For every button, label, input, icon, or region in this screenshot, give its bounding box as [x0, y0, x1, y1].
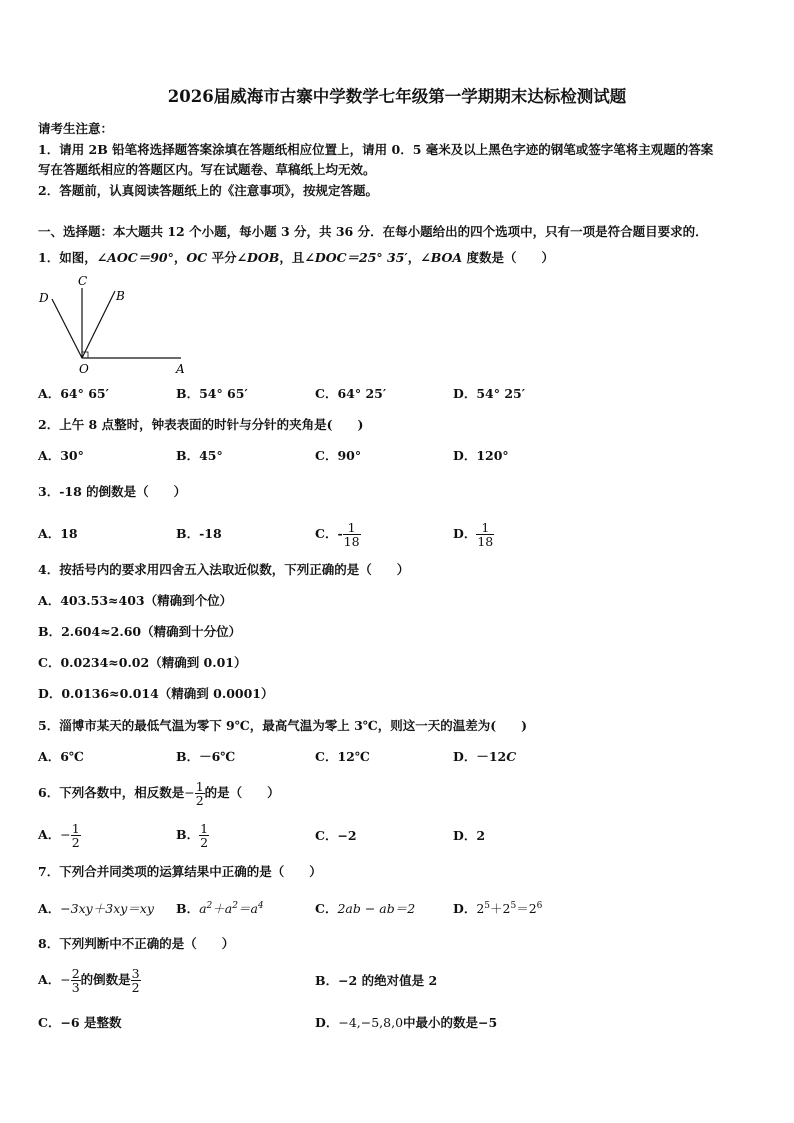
q6-option-d: D．2: [453, 828, 486, 843]
question-8-stem: 8．下列判断中不正确的是（ ）: [38, 936, 235, 951]
q3-option-c: C．- $\frac{1}{18}$: [315, 520, 360, 549]
q5-option-c: C．12℃: [315, 749, 370, 764]
label-b: B: [116, 289, 125, 303]
angle-figure: [36, 272, 196, 377]
page-title: 2026届威海市古寨中学数学七年级第一学期期末达标检测试题: [167, 87, 627, 106]
q3-option-a: A．18: [38, 526, 78, 541]
q8-option-b: B．−2 的绝对值是 2: [315, 973, 438, 988]
question-5-stem: 5．淄博市某天的最低气温为零下 9℃，最高气温为零上 3℃，则这一天的温差为( ): [38, 718, 528, 733]
q5-option-b: B．－6℃: [176, 749, 236, 764]
question-2-stem: 2．上午 8 点整时，钟表表面的时针与分针的夹角是( ): [38, 417, 364, 432]
q4-option-c: C．0.0234≈0.02（精确到 0.01）: [38, 655, 247, 670]
label-c: C: [78, 274, 88, 288]
q7-option-a: A．−3xy＋3xy＝xy: [38, 901, 154, 916]
label-o: O: [79, 362, 89, 376]
q5-option-d: D．－12C: [453, 749, 517, 764]
q6-option-a: A．− $\frac{1}{2}$: [38, 821, 80, 850]
q4-option-b: B．2.604≈2.60（精确到十分位）: [38, 624, 242, 639]
q7-option-b: B．$a^2+a^2=a^4$: [176, 900, 264, 916]
q8-option-a: A．− $\frac{2}{3}$ 的倒数是 $\frac{3}{2}$: [38, 966, 140, 995]
q3-option-d: D． $\frac{1}{18}$: [453, 520, 494, 549]
question-1-stem: 1．如图，∠AOC＝90°，OC 平分∠DOB，且∠DOC＝25° 35′，∠BOA 度数是（ ）: [38, 250, 554, 265]
q1-option-d: D．54° 25′: [453, 386, 526, 401]
q4-option-a: A．403.53≈403（精确到个位）: [38, 593, 233, 608]
q1-option-c: C．64° 25′: [315, 386, 387, 401]
q3-option-b: B．-18: [176, 526, 222, 541]
notice-line-2: 写在答题纸相应的答题区内。写在试题卷、草稿纸上均无效。: [38, 162, 376, 177]
notice-line-1: 1．请用 2B 铅笔将选择题答案涂填在答题纸相应位置上，请用 0．5 毫米及以上黑色字迹的钢笔或签字笔将主观题的答案: [38, 142, 714, 157]
label-d: D: [39, 291, 49, 305]
section-heading: 一、选择题：本大题共 12 个小题，每小题 3 分，共 36 分．在每小题给出的四个选项中，只有一项是符合题目要求的．: [38, 224, 708, 239]
question-7-stem: 7．下列合并同类项的运算结果中正确的是（ ）: [38, 864, 322, 879]
q8-option-d: D．−4,−5,8,0中最小的数是−5: [315, 1015, 498, 1030]
q2-option-c: C．90°: [315, 448, 362, 463]
notice-line-3: 2．答题前，认真阅读答题纸上的《注意事项》，按规定答题。: [38, 183, 378, 198]
q6-option-b: B． $\frac{1}{2}$: [176, 821, 209, 850]
q4-option-d: D．0.0136≈0.014（精确到 0.0001）: [38, 686, 274, 701]
q5-option-a: A．6℃: [38, 749, 84, 764]
notice-heading: 请考生注意：: [38, 121, 114, 136]
q7-option-d: D．$2^5+2^5=2^6$: [453, 900, 543, 916]
q7-option-c: C．2ab − ab＝2: [315, 901, 416, 916]
q1-option-b: B．54° 65′: [176, 386, 248, 401]
q1-option-a: A．64° 65′: [38, 386, 109, 401]
question-4-stem: 4．按括号内的要求用四舍五入法取近似数，下列正确的是（ ）: [38, 562, 410, 577]
q8-option-c: C．−6 是整数: [38, 1015, 122, 1030]
label-a: A: [176, 362, 185, 376]
q2-option-d: D．120°: [453, 448, 509, 463]
question-3-stem: 3．-18 的倒数是（ ）: [38, 484, 187, 499]
question-6-stem: 6．下列各数中，相反数是− $\frac{1}{2}$ 的是（ ）: [38, 779, 280, 808]
q2-option-b: B．45°: [176, 448, 223, 463]
q6-option-c: C．−2: [315, 828, 357, 843]
q2-option-a: A．30°: [38, 448, 84, 463]
